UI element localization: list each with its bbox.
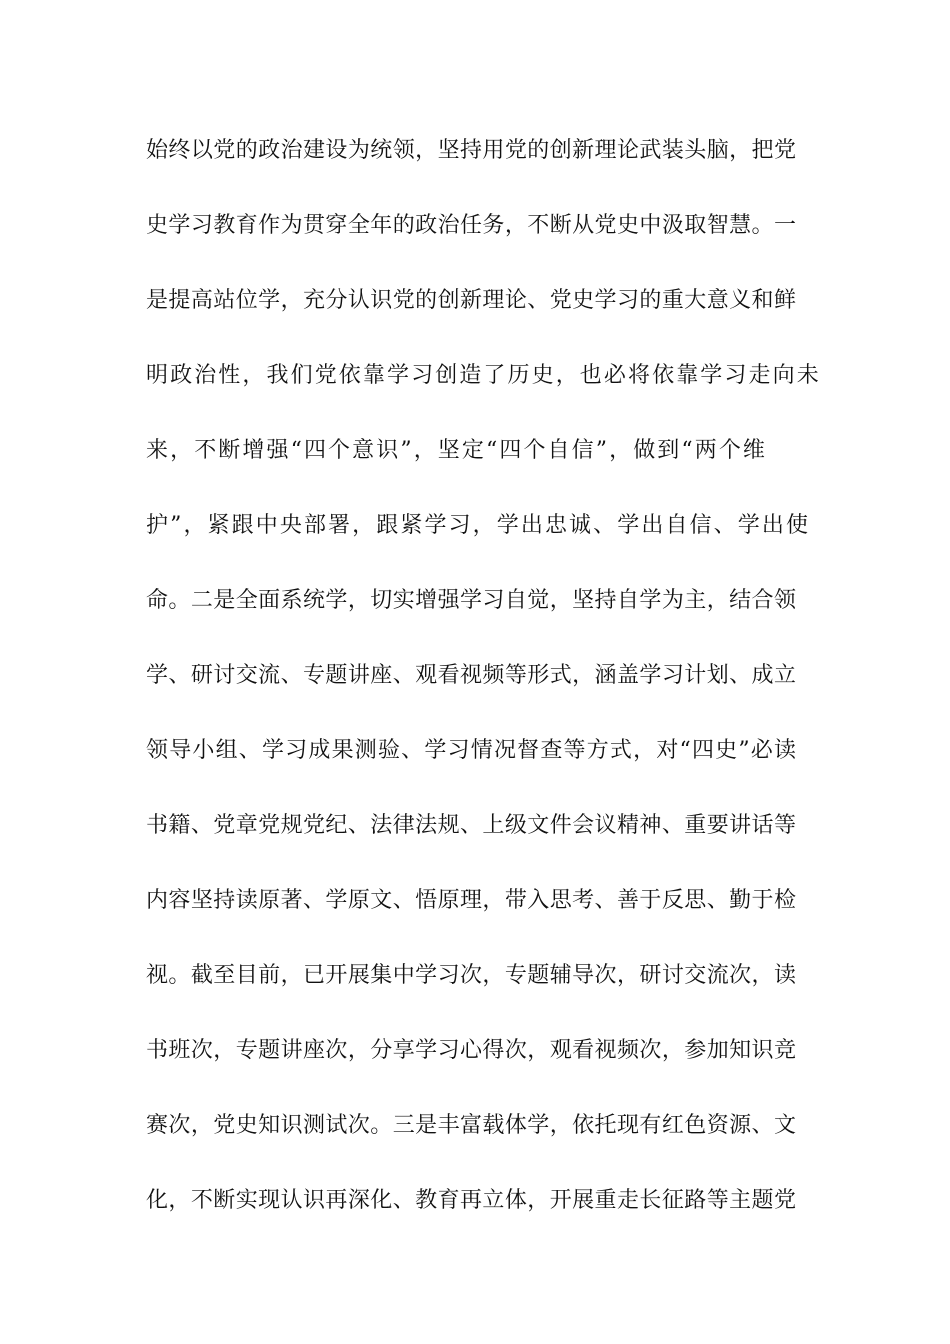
text-line-1: 始终以党的政治建设为统领，坚持用党的创新理论武装头脑，把党 [146, 138, 796, 163]
text-line-3: 是提高站位学，充分认识党的创新理论、党史学习的重大意义和鲜 [146, 288, 796, 313]
text-line-4: 明政治性，我们党依靠学习创造了历史，也必将依靠学习走向未 [146, 363, 821, 388]
text-line-10: 书籍、党章党规党纪、法律法规、上级文件会议精神、重要讲话等 [146, 813, 796, 838]
text-line-7: 命。二是全面系统学，切实增强学习自觉，坚持自学为主，结合领 [146, 588, 796, 613]
text-line-8: 学、研讨交流、专题讲座、观看视频等形式，涵盖学习计划、成立 [146, 663, 796, 688]
text-line-13: 书班次，专题讲座次，分享学习心得次，观看视频次，参加知识竞 [146, 1038, 796, 1063]
text-line-5: 来，不断增强“四个意识”，坚定“四个自信”，做到“两个维 [146, 438, 768, 463]
text-line-2: 史学习教育作为贯穿全年的政治任务，不断从党史中汲取智慧。一 [146, 213, 796, 238]
text-line-15: 化，不断实现认识再深化、教育再立体，开展重走长征路等主题党 [146, 1188, 796, 1213]
text-line-14: 赛次，党史知识测试次。三是丰富载体学，依托现有红色资源、文 [146, 1113, 796, 1138]
text-line-12: 视。截至目前，已开展集中学习次，专题辅导次，研讨交流次，读 [146, 963, 796, 988]
text-line-6: 护”，紧跟中央部署，跟紧学习，学出忠诚、学出自信、学出使 [146, 513, 811, 538]
text-line-11: 内容坚持读原著、学原文、悟原理，带入思考、善于反思、勤于检 [146, 888, 796, 913]
body-text [146, 130, 821, 1255]
text-line-9: 领导小组、学习成果测验、学习情况督查等方式，对“四史”必读 [146, 738, 796, 763]
